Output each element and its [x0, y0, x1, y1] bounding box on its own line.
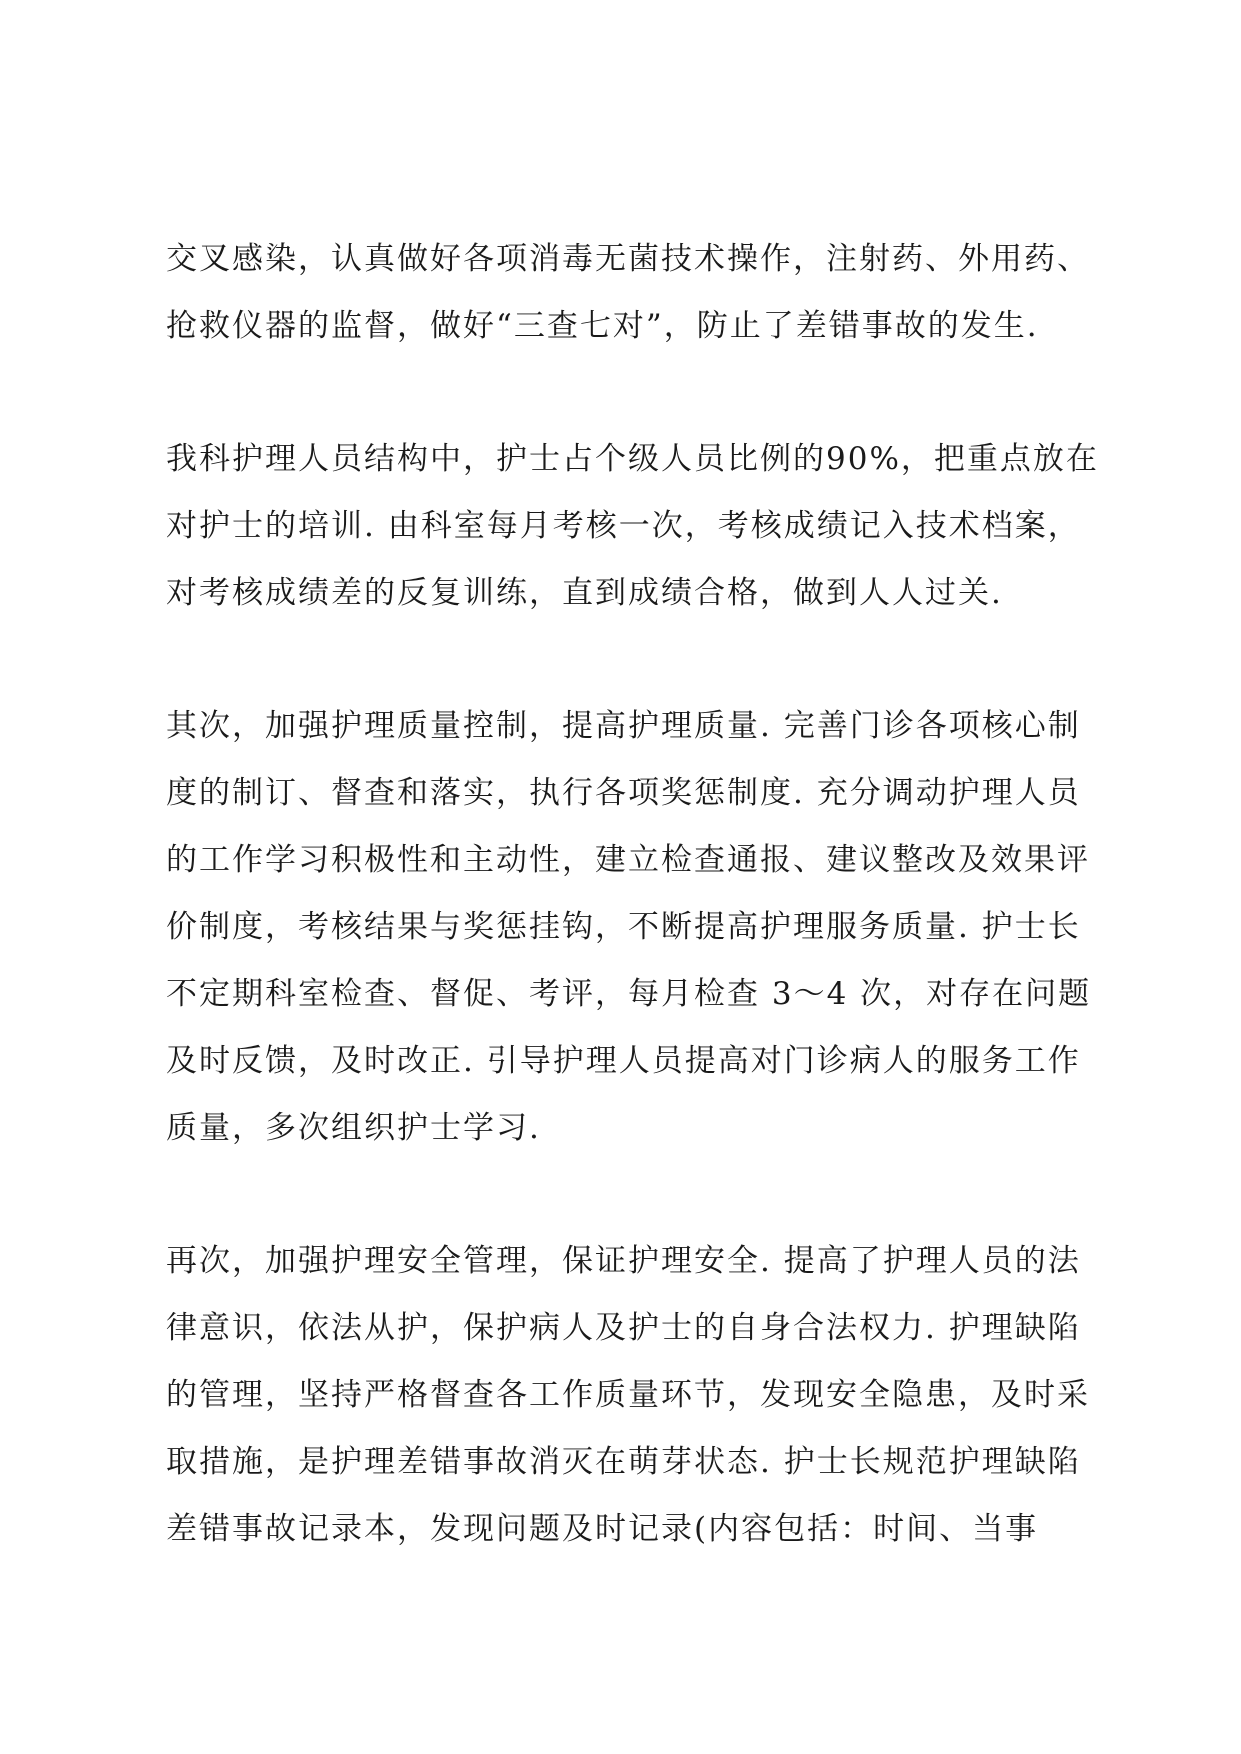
- paragraph-staff-training: [166, 426, 1099, 627]
- text-line: 的管理，坚持严格督查各工作质量环节，发现安全隐患，及时采: [166, 1377, 1090, 1413]
- text-line: 质量，多次组织护士学习.: [166, 1110, 541, 1146]
- paragraph-safety-management: [166, 1228, 1090, 1563]
- text-line: 及时反馈，及时改正. 引导护理人员提高对门诊病人的服务工作: [166, 1043, 1081, 1079]
- text-line: 再次，加强护理安全管理，保证护理安全. 提高了护理人员的法: [166, 1243, 1081, 1279]
- paragraph-infection-control: [166, 226, 1090, 360]
- document-body: [166, 226, 1099, 1563]
- text-line: 价制度，考核结果与奖惩挂钩，不断提高护理服务质量. 护士长: [166, 909, 1081, 945]
- text-line: 对考核成绩差的反复训练，直到成绩合格，做到人人过关.: [166, 575, 1003, 611]
- text-line: 对护士的培训. 由科室每月考核一次，考核成绩记入技术档案，: [166, 508, 1081, 544]
- text-line: 不定期科室检查、督促、考评，每月检查 3～4 次，对存在问题: [166, 976, 1092, 1012]
- paragraph-quality-control: [166, 693, 1092, 1162]
- text-line: 取措施，是护理差错事故消灭在萌芽状态. 护士长规范护理缺陷: [166, 1444, 1081, 1480]
- text-line: 我科护理人员结构中，护士占个级人员比例的90%，把重点放在: [166, 441, 1099, 477]
- text-line: 的工作学习积极性和主动性，建立检查通报、建议整改及效果评: [166, 842, 1090, 878]
- text-line: 交叉感染，认真做好各项消毒无菌技术操作，注射药、外用药、: [166, 241, 1090, 277]
- text-line: 抢救仪器的监督，做好“三查七对”，防止了差错事故的发生.: [166, 308, 1039, 344]
- text-line: 其次，加强护理质量控制，提高护理质量. 完善门诊各项核心制: [166, 708, 1081, 744]
- text-line: 律意识，依法从护，保护病人及护士的自身合法权力. 护理缺陷: [166, 1310, 1081, 1346]
- text-line: 度的制订、督查和落实，执行各项奖惩制度. 充分调动护理人员: [166, 775, 1081, 811]
- text-line: 差错事故记录本，发现问题及时记录(内容包括：时间、当事: [166, 1511, 1039, 1547]
